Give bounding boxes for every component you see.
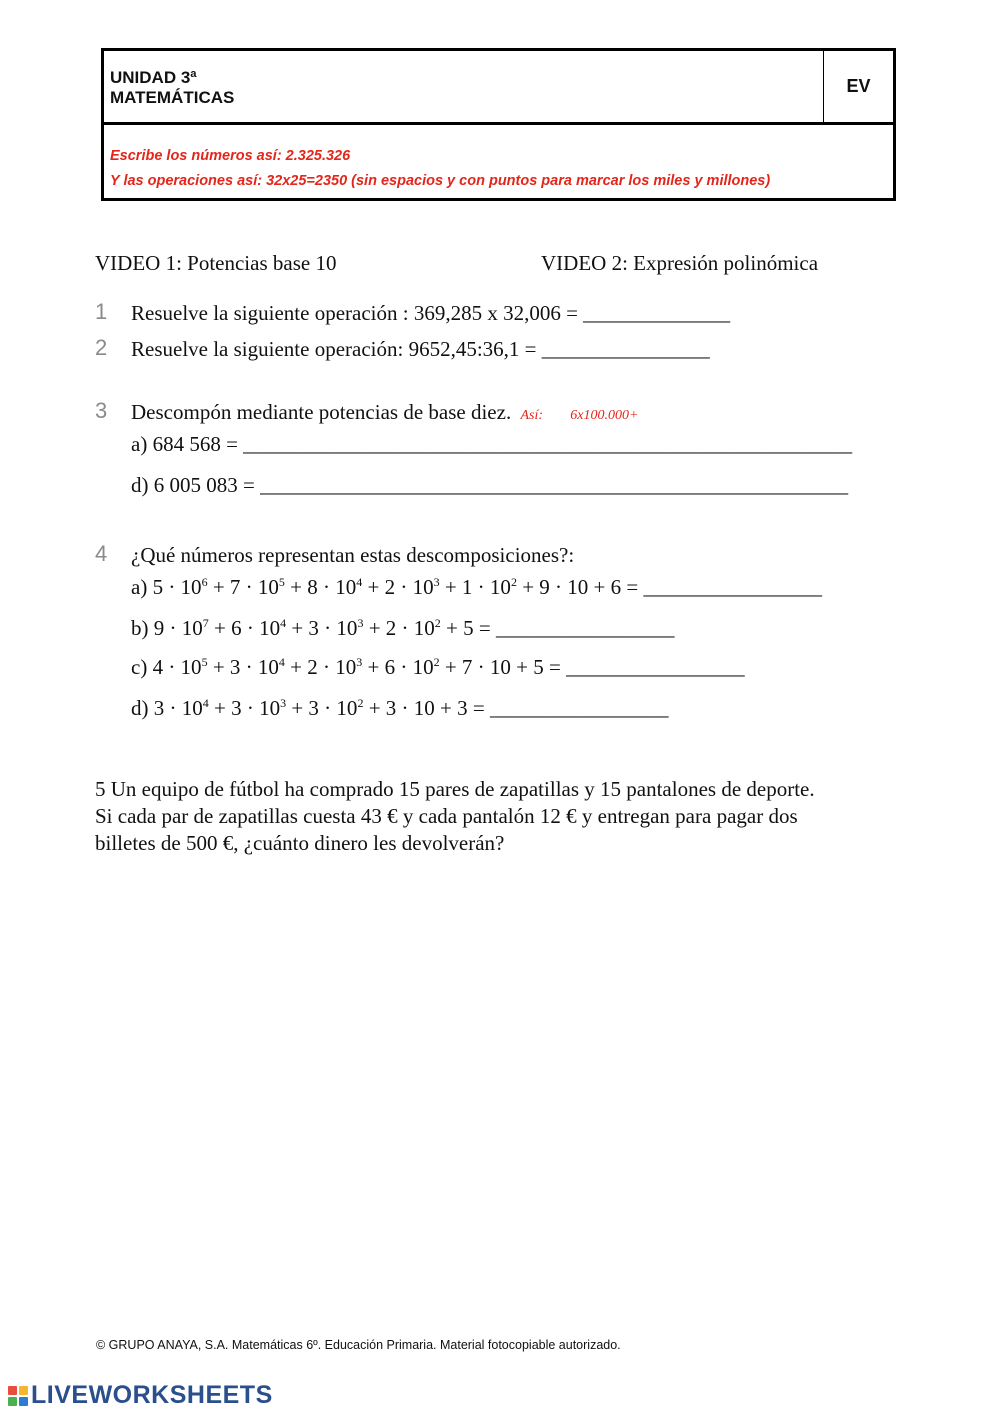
exercise-4-text: ¿Qué números representan estas descomposiciones?: (131, 543, 575, 567)
exercise-4-number: 4 (95, 541, 108, 566)
header-box (101, 48, 896, 201)
exercise-4d: d) $3 \cdot 10^4 + 3 \cdot 10^3 + 3 \cdot 10^2 + 3 \cdot 10 + 3$ = _________________ (131, 696, 669, 720)
ev-code: EV (823, 51, 893, 122)
exercise-4b: b) $9 \cdot 10^7 + 6 \cdot 10^4 + 3 \cdot 10^3 + 2 \cdot 10^2 + 5$ = _________________ (131, 616, 675, 640)
exercise-3-line (131, 399, 638, 429)
unit-line-1: UNIDAD 3ª (110, 68, 197, 87)
exercise-4c: c) $4 \cdot 10^5 + 3 \cdot 10^4 + 2 \cdot 10^3 + 6 \cdot 10^2 + 7 \cdot 10 + 5$ = _________________ (131, 655, 745, 679)
exercise-4b-answer[interactable]: _________________ (495, 616, 675, 640)
video-2-link[interactable]: VIDEO 2: Expresión polinómica (541, 251, 819, 275)
instructions (110, 144, 890, 194)
exercise-5-line-3: billetes de 500 €, ¿cuánto dinero les devolverán? (95, 831, 505, 855)
exercise-4a: a) $5 \cdot 10^6 + 7 \cdot 10^5 + 8 \cdot 10^4 + 2 \cdot 10^3 + 1 \cdot 10^2 + 9 \cdot 10 + 6$ = _________________ (131, 575, 822, 599)
exercise-4c-answer[interactable]: _________________ (566, 655, 745, 679)
header-top-row (104, 51, 893, 125)
exercise-2-number: 2 (95, 335, 108, 360)
footer-copyright: © GRUPO ANAYA, S.A. Matemáticas 6º. Educación Primaria. Material fotocopiable autorizado. (96, 1338, 621, 1352)
exercise-3d[interactable]: d) 6 005 083 = ________________________________________________________ (131, 473, 849, 497)
exercise-4a-answer[interactable]: _________________ (643, 575, 822, 599)
liveworksheets-logo (8, 1381, 273, 1410)
unit-title (110, 68, 234, 108)
logo-text: LIVEWORKSHEETS (31, 1381, 273, 1409)
exercise-2-text: Resuelve la siguiente operación: 9652,45:36,1 = ________________ (131, 337, 710, 361)
exercise-3a[interactable]: a) 684 568 = __________________________________________________________ (131, 432, 853, 456)
exercise-3-hint-label: Así: (520, 408, 544, 423)
exercise-3-text: Descompón mediante potencias de base diez. (131, 400, 512, 424)
exercise-5-line-1: 5 Un equipo de fútbol ha comprado 15 pares de zapatillas y 15 pantalones de deporte. (95, 777, 815, 801)
exercise-5-line-2: Si cada par de zapatillas cuesta 43 € y cada pantalón 12 € y entregan para pagar dos (95, 804, 798, 828)
exercise-3-number: 3 (95, 398, 108, 423)
logo-blocks-icon (8, 1386, 28, 1406)
exercise-1-text: Resuelve la siguiente operación : 369,285 x 32,006 = ______________ (131, 301, 731, 325)
instruction-2: Y las operaciones así: 32x25=2350 (sin espacios y con puntos para marcar los miles y millones) (110, 173, 771, 189)
exercise-1-number: 1 (95, 299, 108, 324)
video-1-link[interactable]: VIDEO 1: Potencias base 10 (95, 251, 337, 275)
exercise-3-hint-example: 6x100.000+ (570, 408, 639, 423)
unit-line-2: MATEMÁTICAS (110, 88, 235, 107)
exercise-4d-answer[interactable]: _________________ (489, 696, 669, 720)
instruction-1: Escribe los números así: 2.325.326 (110, 148, 351, 164)
